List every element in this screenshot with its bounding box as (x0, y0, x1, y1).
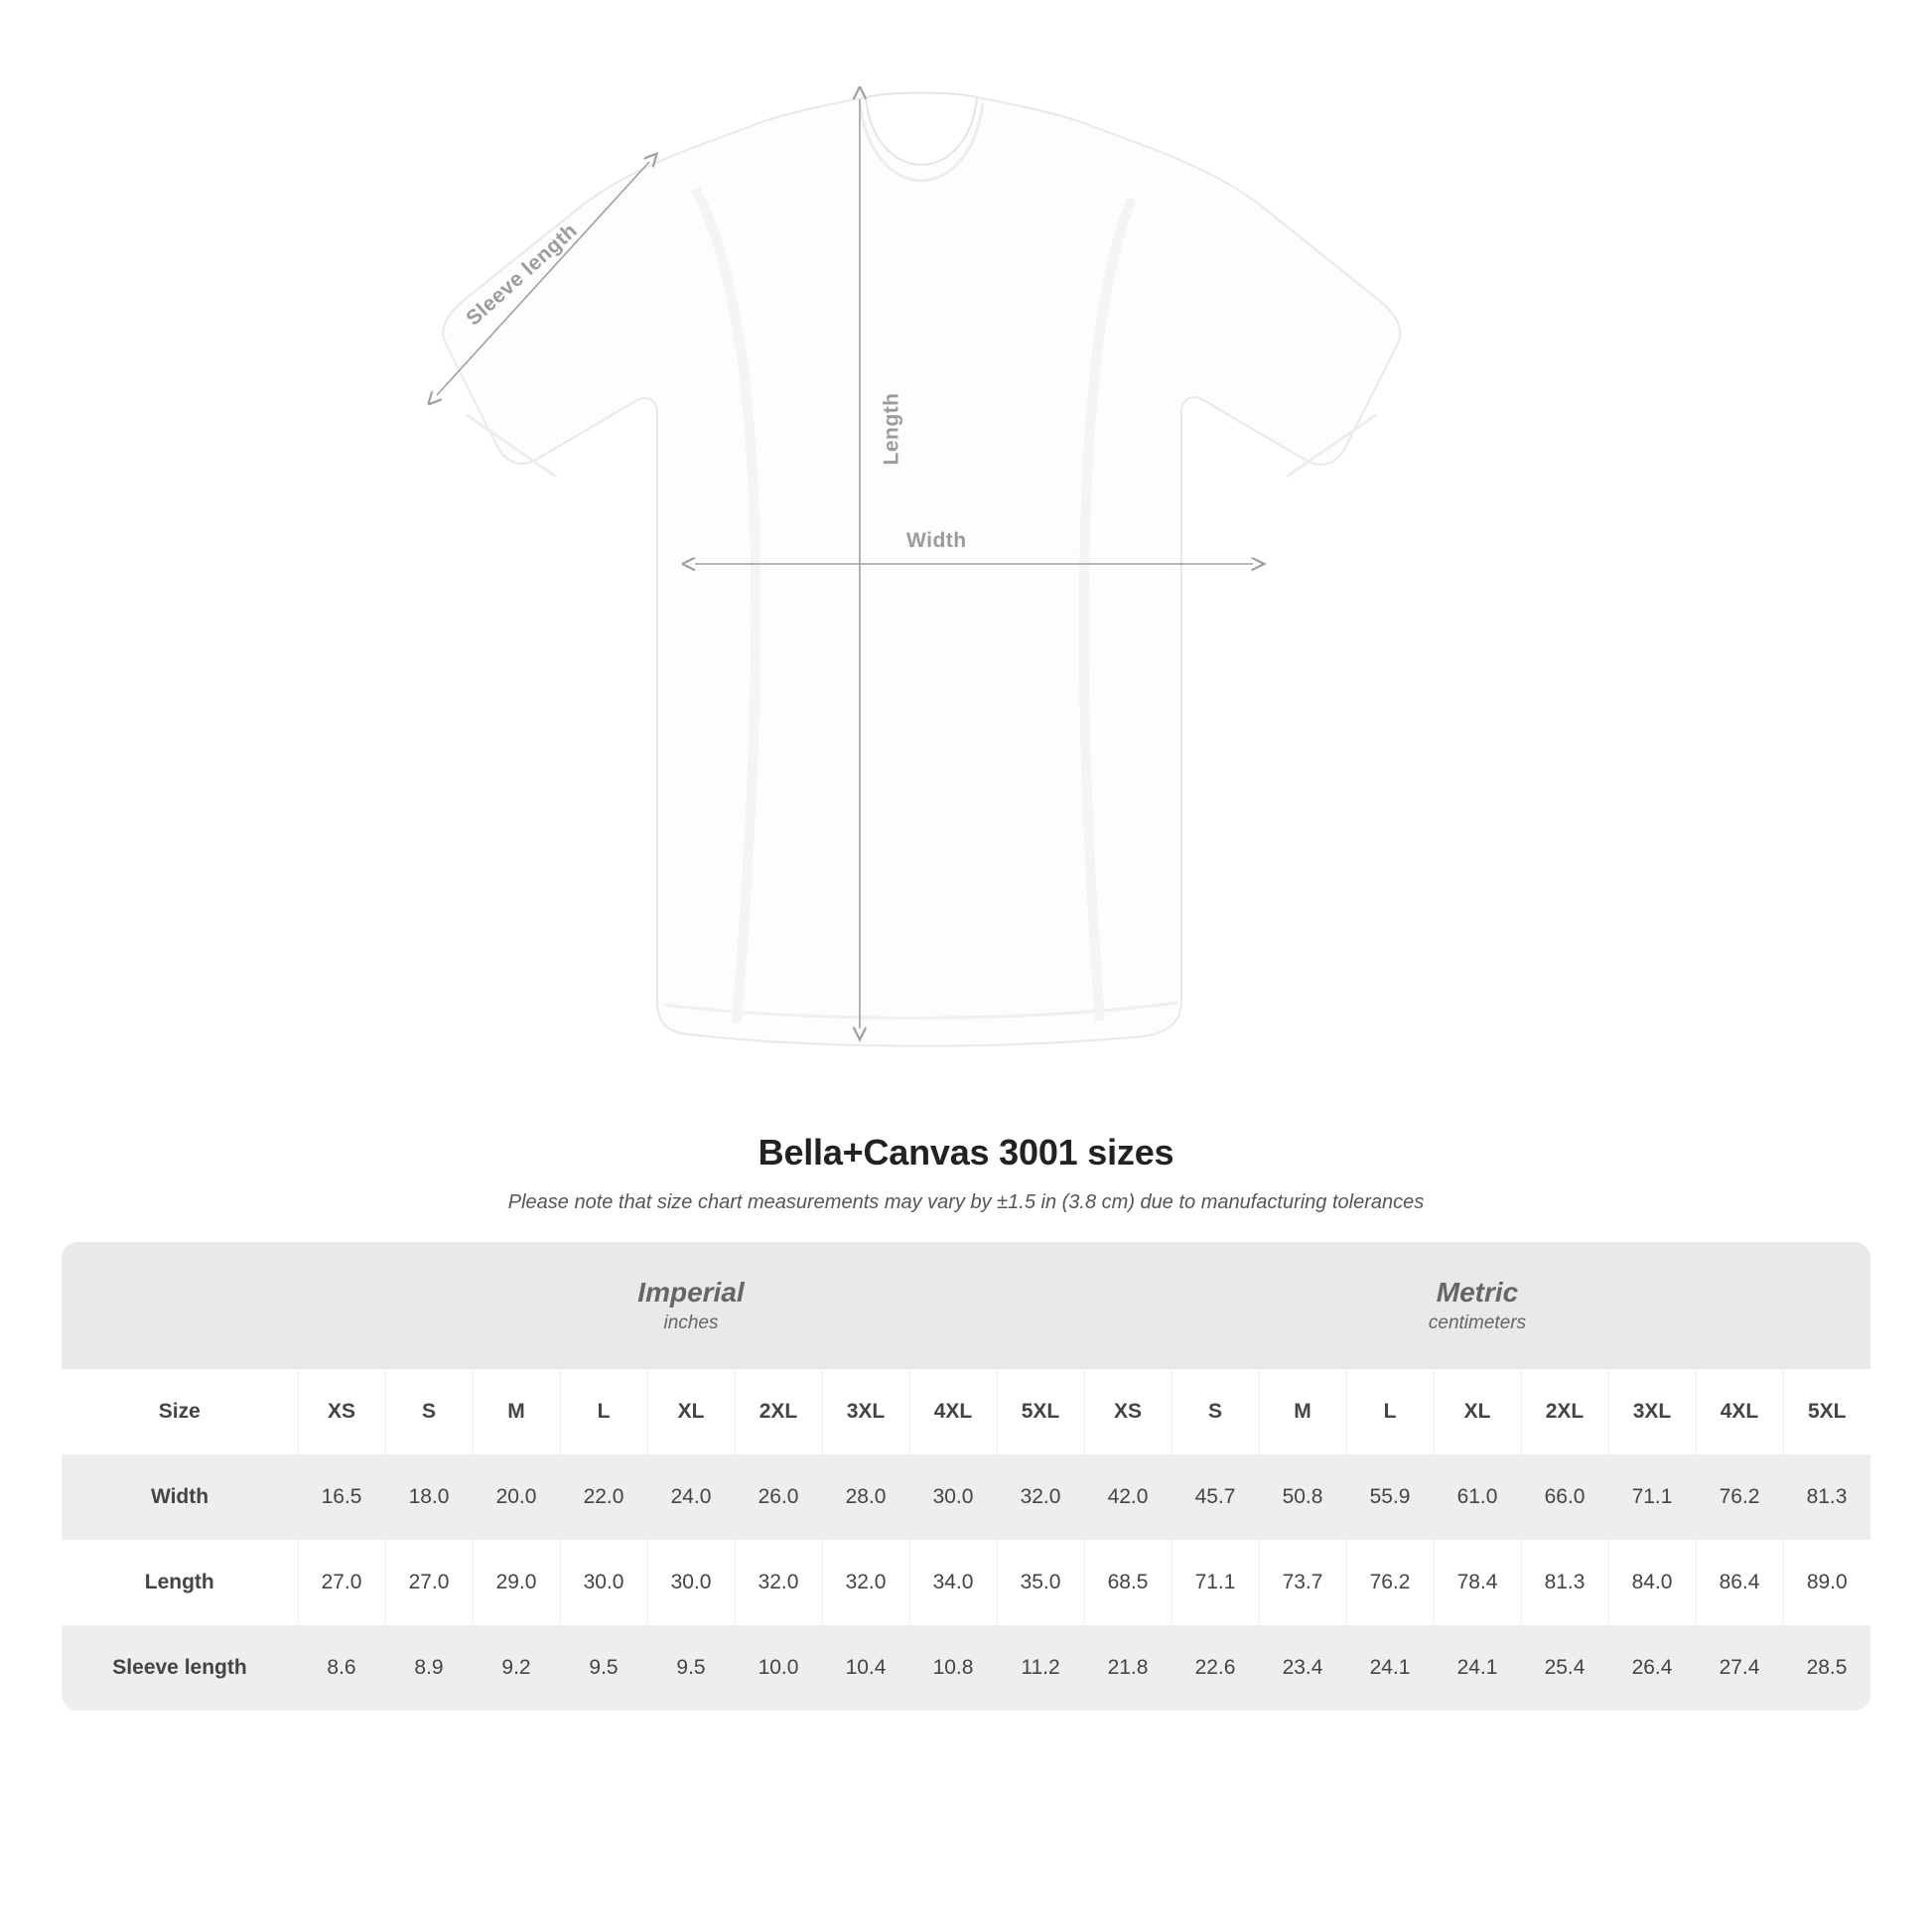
size-column-header: M (1259, 1369, 1346, 1454)
size-column-header: 2XL (735, 1369, 822, 1454)
size-table-container (62, 1242, 1870, 1711)
size-table (62, 1242, 1870, 1711)
chart-heading (0, 1132, 1932, 1214)
table-cell: 32.0 (997, 1454, 1084, 1540)
table-cell: 55.9 (1346, 1454, 1434, 1540)
table-cell: 84.0 (1608, 1540, 1696, 1625)
size-column-header: M (473, 1369, 560, 1454)
table-cell: 9.5 (647, 1625, 735, 1711)
unit-group-title: Imperial (637, 1276, 745, 1308)
table-cell: 32.0 (822, 1540, 909, 1625)
tshirt-shape (443, 93, 1400, 1046)
table-cell: 28.5 (1783, 1625, 1870, 1711)
table-cell: 18.0 (385, 1454, 473, 1540)
unit-group-imperial (298, 1242, 1084, 1369)
unit-group-subtitle: inches (663, 1312, 719, 1334)
table-cell: 86.4 (1696, 1540, 1783, 1625)
table-cell: 27.0 (385, 1540, 473, 1625)
width-label: Width (906, 529, 967, 552)
unit-group-metric (1084, 1242, 1870, 1369)
table-cell: 89.0 (1783, 1540, 1870, 1625)
table-cell: 35.0 (997, 1540, 1084, 1625)
size-header-label: Size (62, 1369, 298, 1454)
table-cell: 78.4 (1434, 1540, 1521, 1625)
unit-group-subtitle: centimeters (1428, 1312, 1527, 1334)
table-cell: 28.0 (822, 1454, 909, 1540)
tolerance-note: Please note that size chart measurements may vary by ±1.5 in (3.8 cm) due to manufacturing tolerances (507, 1191, 1425, 1213)
page-title: Bella+Canvas 3001 sizes (758, 1132, 1174, 1173)
table-cell: 26.0 (735, 1454, 822, 1540)
table-cell: 10.4 (822, 1625, 909, 1711)
table-cell: 24.1 (1346, 1625, 1434, 1711)
table-cell: 30.0 (560, 1540, 647, 1625)
table-cell: 27.4 (1696, 1625, 1783, 1711)
table-cell: 16.5 (298, 1454, 385, 1540)
table-cell: 22.0 (560, 1454, 647, 1540)
table-row (62, 1540, 1870, 1625)
table-cell: 34.0 (909, 1540, 997, 1625)
table-cell: 21.8 (1084, 1625, 1172, 1711)
sleeve-length-label: Sleeve length (462, 218, 583, 331)
row-header-sleeve-length: Sleeve length (62, 1625, 298, 1711)
table-cell: 8.9 (385, 1625, 473, 1711)
table-cell: 76.2 (1346, 1540, 1434, 1625)
table-cell: 23.4 (1259, 1625, 1346, 1711)
table-cell: 30.0 (909, 1454, 997, 1540)
table-cell: 61.0 (1434, 1454, 1521, 1540)
table-cell: 27.0 (298, 1540, 385, 1625)
unit-group-title: Metric (1436, 1276, 1519, 1308)
table-cell: 42.0 (1084, 1454, 1172, 1540)
size-header-row (62, 1369, 1870, 1454)
size-column-header: XL (1434, 1369, 1521, 1454)
table-cell: 9.2 (473, 1625, 560, 1711)
table-cell: 10.0 (735, 1625, 822, 1711)
table-cell: 24.0 (647, 1454, 735, 1540)
row-header-width: Width (62, 1454, 298, 1540)
size-column-header: L (1346, 1369, 1434, 1454)
table-cell: 71.1 (1608, 1454, 1696, 1540)
table-cell: 68.5 (1084, 1540, 1172, 1625)
size-column-header: XS (298, 1369, 385, 1454)
table-cell: 29.0 (473, 1540, 560, 1625)
size-column-header: 3XL (822, 1369, 909, 1454)
size-column-header: S (1172, 1369, 1259, 1454)
unit-header-row (62, 1242, 1870, 1369)
size-column-header: 5XL (997, 1369, 1084, 1454)
size-column-header: 5XL (1783, 1369, 1870, 1454)
table-cell: 81.3 (1783, 1454, 1870, 1540)
size-column-header: 3XL (1608, 1369, 1696, 1454)
row-header-length: Length (62, 1540, 298, 1625)
table-cell: 30.0 (647, 1540, 735, 1625)
table-cell: 9.5 (560, 1625, 647, 1711)
table-cell: 73.7 (1259, 1540, 1346, 1625)
table-cell: 8.6 (298, 1625, 385, 1711)
table-cell: 76.2 (1696, 1454, 1783, 1540)
table-cell: 26.4 (1608, 1625, 1696, 1711)
table-cell: 45.7 (1172, 1454, 1259, 1540)
table-cell: 22.6 (1172, 1625, 1259, 1711)
table-corner-cell (62, 1242, 298, 1369)
table-cell: 10.8 (909, 1625, 997, 1711)
size-column-header: S (385, 1369, 473, 1454)
size-column-header: XS (1084, 1369, 1172, 1454)
length-label: Length (880, 392, 903, 466)
table-cell: 25.4 (1521, 1625, 1608, 1711)
table-cell: 66.0 (1521, 1454, 1608, 1540)
table-cell: 50.8 (1259, 1454, 1346, 1540)
size-column-header: 4XL (1696, 1369, 1783, 1454)
size-column-header: XL (647, 1369, 735, 1454)
table-cell: 24.1 (1434, 1625, 1521, 1711)
table-row (62, 1625, 1870, 1711)
size-column-header: L (560, 1369, 647, 1454)
table-cell: 81.3 (1521, 1540, 1608, 1625)
size-column-header: 2XL (1521, 1369, 1608, 1454)
table-cell: 20.0 (473, 1454, 560, 1540)
size-column-header: 4XL (909, 1369, 997, 1454)
table-cell: 71.1 (1172, 1540, 1259, 1625)
table-cell: 32.0 (735, 1540, 822, 1625)
table-cell: 11.2 (997, 1625, 1084, 1711)
table-row (62, 1454, 1870, 1540)
